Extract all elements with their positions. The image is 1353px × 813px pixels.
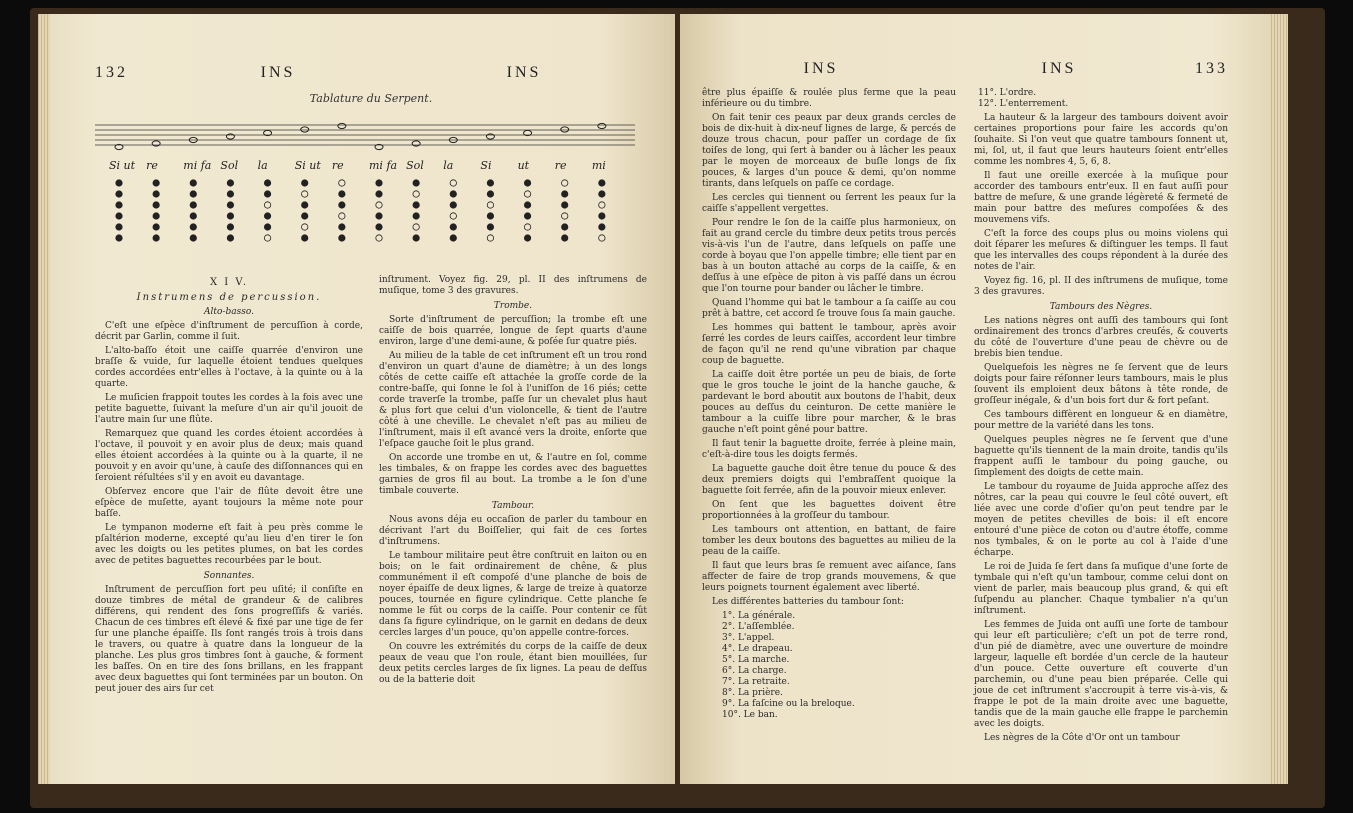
- finger-hole: [116, 180, 122, 186]
- finger-hole: [264, 224, 270, 230]
- finger-hole: [227, 235, 233, 241]
- finger-hole: [562, 213, 568, 219]
- paragraph: C'eſt la force des coups plus ou moins violens qui doit ſéparer les meſures & diſtinguer les temps. Il faut que les intervalles des coups répondent à la durée des notes de l'air.: [974, 229, 1228, 272]
- paragraph: On fait tenir ces peaux par deux grands cercles de bois de dix-huit à dix-neuf lignes de large, & percés de douze trous chacun, pour paſſer un cordage de ſix toiſes de long, qui ſert à bander ou à lâcher les peaux par le moyen de morceaux de buſle longs de ſix pouces, & larges d'un pouce & demi, qu'on nomme tirants, dans leſquels on paſſe ce cordage.: [702, 113, 956, 189]
- left-page-number: 132: [95, 64, 128, 81]
- paragraph: Quelques peuples nègres ne ſe ſervent que d'une baguette qu'ils tiennent de la main droite, tandis qu'ils frappent auſſi le tambour du poing gauche, ou ſimplement des doigts de cette main.: [974, 435, 1228, 478]
- finger-hole: [413, 180, 419, 186]
- finger-hole: [450, 213, 456, 219]
- left-header-word-1: INS: [260, 64, 296, 81]
- paragraph: Nous avons déja eu occaſion de parler du tambour en décrivant l'art du Boiſſelier, qui fait de ces ſortes d'inſtrumens.: [379, 515, 647, 547]
- paragraph: Il faut une oreille exercée à la muſique pour accorder des tambours entr'eux. Il en faut auſſi pour battre de meſure, & une grande légèreté & fermeté de main pour battre des meſures compoſées & des mouvemens vifs.: [974, 171, 1228, 225]
- finger-hole: [413, 213, 419, 219]
- paragraph: Les femmes de Juida ont auſſi une ſorte de tambour qui leur eſt particulière; c'eſt un pot de terre rond, d'un pié de diamètre, avec une ouverture de moindre largeur, laquelle eſt bordée d'un cercle de la hauteur d'un pouce. Cette ouverture eſt couverte d'un parchemin, ou d'une peau bien préparée. Celle qui joue de cet inſtrument s'accroupit à terre vis-à-vis, & frappe le pot de la main droite avec une baguette, tandis que de la main gauche elle frappe le parchemin avec les doigts.: [974, 620, 1228, 729]
- finger-hole: [413, 202, 419, 208]
- finger-hole: [339, 213, 345, 219]
- finger-hole: [599, 235, 605, 241]
- finger-hole: [599, 191, 605, 197]
- finger-hole: [450, 202, 456, 208]
- paragraph: Le roi de Juida ſe ſert dans ſa muſique d'une ſorte de tymbale qui n'eſt qu'un tambour, comme celui dont on vient de parler, mais beaucoup plus grand, & qui eſt ſuſpendu au plancher. Chaque tymbalier n'a qu'un inſtrument.: [974, 562, 1228, 616]
- paragraph: Les nations nègres ont auſſi des tambours qui ſont ordinairement des troncs d'arbres creuſés, & couverts du côté de l'ouverture d'une peau de chèvre ou de brebis bien tendue.: [974, 316, 1228, 359]
- serpent-tablature-figure: [95, 111, 635, 261]
- entry-tambour: Tambour.: [491, 501, 535, 511]
- paragraph: Remarquez que quand les cordes étoient accordées à l'octave, il pouvoit y en avoir plus de deux; mais quand elles étoient accordées à la quinte ou à la quarte, il ne pouvoit y en avoir qu'une, à cauſe des diſſonnances qui en ſeroient réſultées s'il y en avoit eu davantage.: [95, 429, 363, 483]
- paragraph: Quand l'homme qui bat le tambour a ſa caiſſe au cou prêt à battre, cet accord ſe trouve ſous ſa main gauche.: [702, 298, 956, 319]
- note-head: [338, 123, 346, 128]
- paragraph: Les différentes batteries du tambour ſont:: [712, 597, 904, 607]
- tablature-title: Tablature du Serpent.: [309, 92, 433, 105]
- paragraph: La hauteur & la largeur des tambours doivent avoir certaines proportions pour faire les accords qu'on ſouhaite. Si l'on veut que quatre tambours ſonnent ut, mi, ſol, ut, il faut que leurs hauteurs ſoient entr'elles comme les nombres 4, 5, 6, 8.: [974, 113, 1228, 167]
- note-label: mi fa: [183, 159, 212, 172]
- paragraph: Les cercles qui tiennent ou ſerrent les peaux ſur la caiſſe s'appellent vergettes.: [702, 193, 956, 214]
- finger-hole: [190, 235, 196, 241]
- finger-hole: [524, 191, 530, 197]
- finger-hole: [190, 202, 196, 208]
- finger-hole: [190, 224, 196, 230]
- note-head: [561, 127, 569, 132]
- finger-hole: [376, 180, 382, 186]
- finger-hole: [116, 213, 122, 219]
- finger-hole: [487, 213, 493, 219]
- finger-hole: [339, 202, 345, 208]
- section-title: Instrumens de percussion.: [136, 292, 322, 303]
- finger-hole: [264, 213, 270, 219]
- finger-hole: [413, 235, 419, 241]
- finger-hole: [264, 202, 270, 208]
- paragraph: inſtrument. Voyez fig. 29, pl. II des inſtrumens de muſique, tome 3 des gravures.: [379, 275, 647, 296]
- finger-hole: [153, 180, 159, 186]
- finger-hole: [264, 235, 270, 241]
- paragraph: Quelquefois les nègres ne ſe ſervent que de leurs doigts pour faire réſonner leurs tambours, mais le plus ſouvent ils emploient deux bâtons à tête ronde, de groſſeur inégale, & d'un bois fort dur & fort peſant.: [974, 363, 1228, 406]
- note-label: re: [554, 159, 567, 172]
- right-page-edges: [1268, 14, 1288, 784]
- entry-tambours-des-negres: Tambours des Nègres.: [1049, 302, 1153, 312]
- batteries-list: [722, 611, 956, 721]
- list-item: 3°. L'appel.: [722, 633, 775, 643]
- finger-hole: [413, 224, 419, 230]
- finger-hole: [153, 224, 159, 230]
- right-header-word-1: INS: [803, 60, 839, 77]
- finger-hole: [524, 224, 530, 230]
- finger-hole: [116, 191, 122, 197]
- note-label: mi: [591, 159, 606, 172]
- finger-hole: [190, 191, 196, 197]
- left-column-1: [95, 275, 363, 698]
- finger-hole: [524, 235, 530, 241]
- paragraph: La baguette gauche doit être tenue du pouce & des deux premiers doigts qui l'embraſſent quoique la baguette ſoit ferrée, afin de la pouvoir mieux enlever.: [702, 464, 956, 496]
- note-label: Sol: [220, 159, 239, 172]
- entry-alto-basso: Alto-basso.: [204, 307, 254, 317]
- list-item: 7°. La retraite.: [722, 677, 790, 687]
- list-item: 4°. Le drapeau.: [722, 644, 793, 654]
- finger-hole: [562, 224, 568, 230]
- note-label: re: [331, 159, 344, 172]
- finger-hole: [190, 180, 196, 186]
- note-label: Si ut: [294, 159, 321, 172]
- finger-hole: [376, 191, 382, 197]
- finger-hole: [116, 235, 122, 241]
- list-item: 2°. L'aſſemblée.: [722, 622, 795, 632]
- finger-hole: [599, 213, 605, 219]
- finger-hole: [376, 213, 382, 219]
- finger-hole: [599, 224, 605, 230]
- note-head: [301, 127, 309, 132]
- paragraph: Ces tambours diffèrent en longueur & en diamètre, pour mettre de la variété dans les tons.: [974, 410, 1228, 431]
- finger-hole: [450, 191, 456, 197]
- list-item: 12°. L'enterrement.: [978, 99, 1069, 109]
- note-label: la: [257, 159, 268, 172]
- paragraph: Il faut tenir la baguette droite, ferrée à pleine main, c'eſt-à-dire tous les doigts fermés.: [702, 439, 956, 460]
- paragraph: Sorte d'inſtrument de percuſſion; la trombe eſt une caiſſe de bois quarrée, longue de ſept quarts d'aune environ, large d'une demi-aune, & poſée ſur quatre piés.: [379, 315, 647, 347]
- paragraph: Les tambours ont attention, en battant, de faire tomber les deux boutons des baguettes au milieu de la peau de la caiſſe.: [702, 525, 956, 557]
- finger-hole: [339, 235, 345, 241]
- finger-hole: [562, 191, 568, 197]
- finger-hole: [413, 191, 419, 197]
- paragraph: La caiſſe doit être portée un peu de biais, de ſorte que le gros touche le joint de la hanche gauche, & pardevant le bord aboutit aux boutons de l'habit, deux pouces au deſſus du ceinturon. De cette manière le tambour a la cuiſſe libre pour marcher, & le bras gauche n'eſt point gêné pour battre.: [702, 370, 956, 435]
- right-page-number: 133: [1195, 60, 1228, 77]
- finger-hole: [302, 180, 308, 186]
- paragraph: Inſtrument de percuſſion fort peu uſité; il conſiſte en douze timbres de métal de grandeur & de calibres différens, qui rendent des ſons progreſſifs & variés. Chacun de ces timbres eſt élevé & fixé par une tige de fer ſur une planche épaiſſe. Ils ſont rangés trois à trois dans le travers, ou quatre à quatre dans la longueur de la planche. Les plus gros timbres ſont à gauche, & forment les baſſes. On en tire des ſons brillans, en les frappant avec deux baguettes qui ſont terminées par un bouton. On peut jouer des airs ſur cet: [95, 585, 363, 694]
- paragraph: C'eſt une eſpèce d'inſtrument de percuſſion à corde, décrit par Garlin, comme il ſuit.: [95, 321, 363, 342]
- left-running-header: [95, 64, 647, 84]
- note-label: la: [443, 159, 454, 172]
- list-item: 8°. La prière.: [722, 688, 783, 698]
- right-page: [680, 14, 1270, 784]
- finger-hole: [302, 191, 308, 197]
- left-header-word-2: INS: [506, 64, 542, 81]
- finger-hole: [376, 235, 382, 241]
- finger-hole: [227, 224, 233, 230]
- list-item: 10°. Le ban.: [722, 710, 778, 720]
- finger-hole: [487, 224, 493, 230]
- finger-hole: [599, 180, 605, 186]
- finger-hole: [376, 202, 382, 208]
- finger-hole: [450, 235, 456, 241]
- finger-hole: [487, 202, 493, 208]
- finger-hole: [264, 191, 270, 197]
- list-item: 5°. La marche.: [722, 655, 790, 665]
- finger-hole: [450, 180, 456, 186]
- finger-hole: [302, 235, 308, 241]
- paragraph: Le tambour militaire peut être conſtruit en laiton ou en bois; on le fait ordinairement de chêne, & plus communément il eſt compoſé d'une planche de bois de noyer épaiſſe de deux lignes, & large de treize à quatorze pouces, tournée en figure cylindrique. Cette planche ſe nomme le fût ou corps de la caiſſe. Pour contenir ce fût dans ſa figure cylindrique, on le garnit en dedans de deux cercles larges d'un pouce, qu'on appelle contre-forces.: [379, 551, 647, 638]
- note-label: re: [146, 159, 158, 172]
- entry-sonnantes: Sonnantes.: [203, 571, 255, 581]
- finger-hole: [599, 202, 605, 208]
- finger-hole: [153, 191, 159, 197]
- finger-hole: [339, 180, 345, 186]
- list-item: 6°. La charge.: [722, 666, 787, 676]
- paragraph: Le muſicien frappoit toutes les cordes à la fois avec une petite baguette, ſuivant la meſure d'un air qu'il jouoit de l'autre main ſur une flûte.: [95, 393, 363, 425]
- finger-hole: [153, 213, 159, 219]
- note-label: Sol: [406, 159, 424, 172]
- paragraph: Voyez fig. 16, pl. II des inſtrumens de muſique, tome 3 des gravures.: [974, 276, 1228, 297]
- left-column-2: [379, 275, 647, 698]
- paragraph: Le tambour du royaume de Juida approche aſſez des nôtres, car la peau qui couvre le ſeul côté ouvert, eſt liée avec une corde d'oſier qu'on peut tendre par le moyen de petites chevilles de bois: il eſt encore entouré d'une pièce de coton ou d'autre étoffe, comme nos tymbales, & on le porte au col à l'aide d'une écharpe.: [974, 482, 1228, 558]
- finger-hole: [339, 191, 345, 197]
- paragraph: On accorde une trombe en ut, & l'autre en ſol, comme les timbales, & on frappe les cordes avec des baguettes garnies de gros fil au bout. La trombe a le ſon d'une timbale couverte.: [379, 453, 647, 496]
- finger-hole: [339, 224, 345, 230]
- finger-hole: [524, 180, 530, 186]
- finger-hole: [487, 191, 493, 197]
- section-number: X I V.: [209, 277, 249, 288]
- finger-hole: [153, 202, 159, 208]
- list-item: 11°. L'ordre.: [978, 88, 1037, 98]
- paragraph: Au milieu de la table de cet inſtrument eſt un trou rond d'environ un quart d'aune de diamètre; à un des longs côtés de cette caiſſe eſt attachée la groſſe corde de la contre-baſſe, qui ſonne le ſol à l'uniſſon de 16 piés; cette corde traverſe la trombe, paſſe ſur un chevalet plus haut & plus fort que celui d'un violoncelle, & tient de l'autre côté à une cheville. Le chevalet n'eſt pas au milieu de l'inſtrument, mais il eſt avancé vers la droite, enſorte que l'eſpace gauche ſoit le plus grand.: [379, 351, 647, 449]
- paragraph: Pour rendre le ſon de la caiſſe plus harmonieux, on fait au grand cercle du timbre deux petits trous percés vis-à-vis l'un de l'autre, dans leſquels on paſſe une corde à boyau que l'on appelle timbre; elle tient par en bas à un bouton attaché au corps de la caiſſe, & en deſſus à une eſpèce de piton à vis paſſé dans un écrou que l'on tourne pour bander ou lâcher le timbre.: [702, 218, 956, 294]
- finger-hole: [227, 202, 233, 208]
- finger-hole: [524, 213, 530, 219]
- finger-hole: [562, 202, 568, 208]
- list-item: 9°. La faſcine ou la breloque.: [722, 699, 855, 709]
- finger-hole: [376, 224, 382, 230]
- finger-hole: [227, 180, 233, 186]
- paragraph: Les nègres de la Côte d'Or ont un tambour: [984, 733, 1180, 743]
- finger-hole: [227, 191, 233, 197]
- right-running-header: [702, 60, 1228, 80]
- note-label: Si: [480, 159, 492, 172]
- paragraph: On ſent que les baguettes doivent être proportionnées à la groſſeur du tambour.: [702, 500, 956, 521]
- left-page: [50, 14, 675, 784]
- note-head: [598, 123, 606, 128]
- finger-hole: [524, 202, 530, 208]
- right-column-1: [702, 88, 956, 747]
- finger-hole: [487, 180, 493, 186]
- finger-hole: [227, 213, 233, 219]
- right-column-2: [974, 88, 1228, 747]
- finger-hole: [487, 235, 493, 241]
- paragraph: être plus épaiſſe & roulée plus ferme que la peau inférieure ou du timbre.: [702, 88, 956, 109]
- paragraph: Les hommes qui battent le tambour, après avoir ſerré les cordes de leurs caiſſes, accordent leur timbre de façon qu'il ne rend qu'une vibration par chaque coup de baguette.: [702, 323, 956, 366]
- paragraph: Le tympanon moderne eſt fait à peu près comme le pſaltérion moderne, excepté qu'au lieu d'en tirer le ſon avec les doigts ou les petites plumes, on bat les cordes avec de petites baguettes recourbées par le bout.: [95, 523, 363, 566]
- finger-hole: [153, 235, 159, 241]
- paragraph: L'alto-baſſo étoit une caiſſe quarrée d'environ une braſſe & vuide, ſur laquelle étoient tendues quelques cordes accordées entr'elles à l'octave, à la quinte ou à la quarte.: [95, 346, 363, 389]
- finger-hole: [302, 224, 308, 230]
- paragraph: Il faut que leurs bras ſe remuent avec aiſance, ſans affecter de faire de trop grands mouvemens, & que leurs poignets tournent également avec liberté.: [702, 561, 956, 593]
- paragraph: On couvre les extrémités du corps de la caiſſe de deux peaux de veau que l'on roule, étant bien mouillées, ſur deux petits cercles larges de ſix lignes. La peau de deſſus ou de la batterie doit: [379, 642, 647, 685]
- finger-hole: [116, 224, 122, 230]
- note-label: ut: [517, 159, 530, 172]
- list-item: 1°. La générale.: [722, 611, 796, 621]
- finger-hole: [264, 180, 270, 186]
- finger-hole: [116, 202, 122, 208]
- note-label: mi fa: [369, 159, 398, 172]
- paragraph: Obſervez encore que l'air de flûte devoit être une eſpèce de muſette, ayant toujours la même note pour baſſe.: [95, 487, 363, 519]
- finger-hole: [302, 202, 308, 208]
- right-header-word-2: INS: [1041, 60, 1077, 77]
- note-label: Si ut: [109, 159, 136, 172]
- finger-hole: [562, 235, 568, 241]
- finger-hole: [562, 180, 568, 186]
- finger-hole: [190, 213, 196, 219]
- batteries-list-continued: [978, 88, 1228, 110]
- finger-hole: [302, 213, 308, 219]
- finger-hole: [450, 224, 456, 230]
- entry-trombe: Trombe.: [493, 301, 533, 311]
